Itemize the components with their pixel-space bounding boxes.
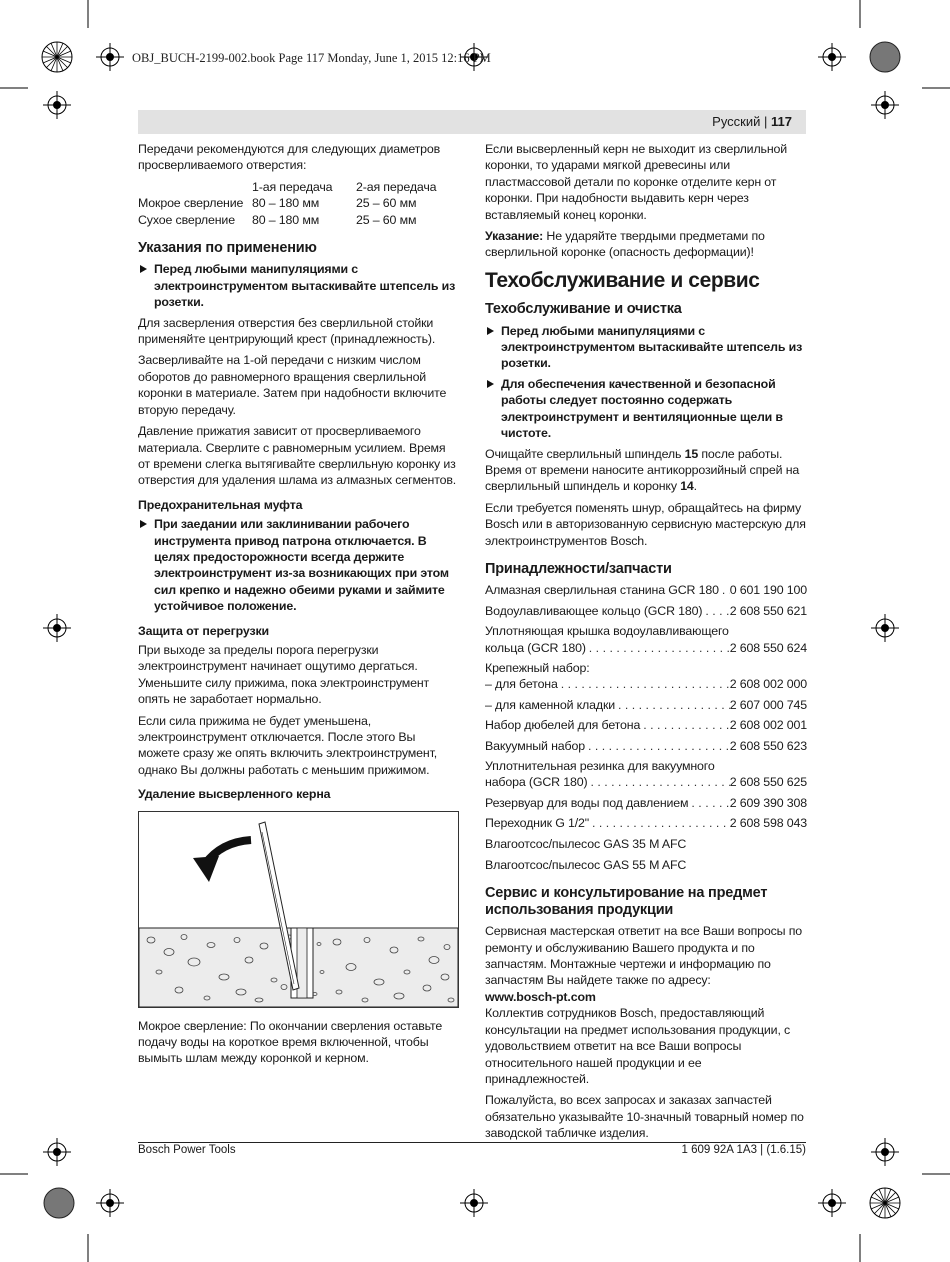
leader-dots bbox=[589, 815, 730, 831]
cleaning-text: . bbox=[693, 479, 697, 494]
usage-paragraph-2: Засверливайте на 1-ой передачи с низким числом оборотов до равномерного вращения сверлильной коронки в материале. Затем при надобности включите вторую передачу. bbox=[138, 353, 447, 417]
core-paragraph: Если высверленный керн не выходит из сверлильной коронки, то ударами мягкой древесины или пластмассовой детали по коронке отделите керн от коронки. При надобности выдавить керн через вставляемый конец коронки. bbox=[485, 142, 788, 222]
footer-publisher: Bosch Power Tools bbox=[138, 1144, 236, 1156]
usage-warning-text: Перед любыми манипуляциями с электроинструментом вытаскивайте штепсель из розетки. bbox=[154, 262, 456, 310]
accessory-name: – для бетона bbox=[485, 677, 558, 692]
cleaning-paragraph bbox=[485, 446, 807, 495]
accessory-name-line: Уплотнительная резинка для вакуумного bbox=[485, 759, 715, 773]
usage-paragraph-3: Давление прижатия зависит от просверливаемого материала. Сверлите с равномерным усилием. Время от времени слегка вытягивайте сверлильную коронку из отверстия для удаления шлама из алмазных сегментов. bbox=[138, 424, 457, 488]
clutch-heading: Предохранительная муфта bbox=[138, 497, 303, 512]
accessory-name: Набор дюбелей для бетона bbox=[485, 718, 641, 733]
clutch-warning-text: При заедании или заклинивании рабочего инструмента привод патрона отключается. В целях предосторожности всегда держите электроинструмент из-за возникающих при этом сил крепко и надежно обеими руками и займите устойчивое положение. bbox=[154, 517, 449, 614]
usage-heading: Указания по применению bbox=[138, 240, 317, 257]
overload-paragraph-2: Если сила прижима не будет уменьшена, электроинструмент отключается. После этого Вы можете сразу же опять включить электроинструмент, однако Вы должны работать с меньшим прижимом. bbox=[138, 713, 438, 777]
accessory-number: 2 608 550 623 bbox=[729, 738, 807, 753]
cleaning-text: Очищайте сверлильный шпиндель bbox=[485, 446, 685, 461]
accessory-name: Переходник G 1/2" bbox=[485, 816, 589, 831]
crosshair-right-3 bbox=[871, 1138, 899, 1166]
overload-heading: Защита от перегрузки bbox=[138, 623, 270, 638]
accessory-name: Вакуумный набор bbox=[485, 738, 585, 753]
accessory-number: 0 601 190 100 bbox=[729, 583, 807, 598]
service-paragraph-2: Коллектив сотрудников Bosch, предоставляющий консультации на предмет использования продукции, с удовольствием ответит на все Ваши вопросы относительного нашей продукции и ее принадлежностей. bbox=[485, 1006, 791, 1086]
leader-dots bbox=[585, 738, 730, 754]
page-number: 117 bbox=[771, 114, 792, 129]
accessory-row bbox=[485, 717, 807, 733]
gear-header-cell: 1-ая передача bbox=[252, 179, 333, 194]
overload-paragraph-1: При выходе за пределы порога перегрузки электроинструмент начинает ощутимо дергаться. Уменьшите силу прижима, пока электроинструмент опять не заработает нормально. bbox=[138, 642, 430, 707]
maintenance-heading: Техобслуживание и очистка bbox=[485, 301, 682, 318]
note-label: Указание: bbox=[485, 229, 544, 244]
leader-dots bbox=[587, 774, 729, 790]
leader-dots bbox=[615, 697, 730, 713]
bullet-triangle-icon bbox=[140, 520, 147, 528]
core-removal-heading: Удаление высверленного керна bbox=[138, 787, 331, 802]
accessory-row bbox=[485, 795, 807, 811]
bullet-triangle-icon bbox=[487, 327, 494, 335]
gear-cell: 25 – 60 мм bbox=[356, 196, 417, 211]
leader-dots bbox=[719, 582, 730, 598]
accessory-name: кольца (GCR 180) bbox=[485, 640, 586, 655]
accessory-number: 2 608 002 001 bbox=[729, 718, 807, 733]
bullet-triangle-icon bbox=[487, 380, 494, 388]
accessory-row bbox=[485, 697, 807, 713]
accessory-number: 2 608 598 043 bbox=[729, 816, 807, 831]
crosshair-top-3 bbox=[818, 43, 846, 71]
accessory-name-line: Уплотняющая крышка водоулавливающего bbox=[485, 624, 729, 639]
clutch-warning bbox=[138, 516, 460, 614]
leader-dots bbox=[640, 717, 729, 733]
cleaning-text: после работы. Время от времени наносите антикоррозийный спрей на сверлильный шпиндель и коронку bbox=[485, 446, 800, 494]
page-header bbox=[138, 110, 806, 134]
accessory-name: набора (GCR 180) bbox=[485, 775, 588, 790]
crosshair-top-1 bbox=[96, 43, 124, 71]
crosshair-right-2 bbox=[871, 614, 899, 642]
accessory-vacuum-55: Влагоотсос/пылесос GAS 55 M AFC bbox=[485, 858, 687, 873]
gray-dot-bottom-left bbox=[44, 1188, 74, 1218]
accessory-number: 2 608 550 625 bbox=[729, 775, 807, 790]
leader-dots bbox=[558, 676, 730, 692]
bullet-triangle-icon bbox=[140, 265, 147, 273]
accessory-name: Алмазная сверлильная станина GCR 180 bbox=[485, 583, 719, 598]
cord-paragraph: Если требуется поменять шнур, обращайтесь на фирму Bosch или в авторизованную сервисную мастерскую для электроинструментов Bosch. bbox=[485, 500, 806, 548]
crosshair-left-1 bbox=[43, 91, 71, 119]
crosshair-left-2 bbox=[43, 614, 71, 642]
leader-dots bbox=[702, 603, 729, 619]
gear-cell: 80 – 180 мм bbox=[252, 212, 320, 227]
service-paragraph-3: Пожалуйста, во всех запросах и заказах запчастей обязательно указывайте 10-значный товарный номер по заводской табличке изделия. bbox=[485, 1093, 804, 1141]
table-row bbox=[138, 195, 436, 211]
service-url[interactable]: www.bosch-pt.com bbox=[485, 989, 596, 1004]
crosshair-bottom-1 bbox=[96, 1189, 124, 1217]
crosshair-bottom-3 bbox=[818, 1189, 846, 1217]
accessory-row bbox=[485, 815, 807, 831]
maintenance-warning-1-text: Перед любыми манипуляциями с электроинструментом вытаскивайте штепсель из розетки. bbox=[501, 323, 803, 371]
left-column bbox=[138, 141, 460, 1072]
spindle-ref: 15 bbox=[684, 446, 699, 461]
accessory-name: – для каменной кладки bbox=[485, 697, 615, 712]
gear-cell: Мокрое сверление bbox=[138, 196, 244, 211]
core-removal-illustration bbox=[138, 811, 459, 1008]
accessory-row bbox=[485, 582, 807, 598]
accessory-name: Водоулавливающее кольцо (GCR 180) bbox=[485, 603, 703, 618]
usage-paragraph-1: Для засверления отверстия без сверлильной стойки применяйте центрирующий крест (принадлежность). bbox=[138, 315, 436, 347]
crosshair-right-1 bbox=[871, 91, 899, 119]
leader-dots bbox=[586, 640, 730, 656]
accessory-row bbox=[485, 603, 807, 619]
accessory-name-line: Крепежный набор: bbox=[485, 660, 590, 675]
table-row bbox=[138, 212, 436, 228]
footer-doc-number: 1 609 92A 1A3 | (1.6.15) bbox=[681, 1144, 806, 1156]
accessories-heading: Принадлежности/запчасти bbox=[485, 560, 672, 577]
gear-cell: Сухое сверление bbox=[138, 212, 235, 227]
accessory-row bbox=[485, 676, 807, 692]
gear-cell: 80 – 180 мм bbox=[252, 196, 320, 211]
gear-table bbox=[138, 179, 436, 228]
gear-table-header bbox=[138, 179, 436, 195]
accessory-number: 2 607 000 745 bbox=[729, 697, 807, 712]
core-removal-drawing bbox=[139, 812, 458, 1007]
service-paragraph-1: Сервисная мастерская ответит на все Ваши вопросы по ремонту и обслуживанию Вашего продукта и по запчастям. Монтажные чертежи и информацию по запчастям Вы найдете также по адресу: bbox=[485, 924, 803, 988]
gear-header-cell bbox=[138, 179, 252, 195]
maintenance-warning-2 bbox=[485, 376, 807, 442]
usage-warning bbox=[138, 261, 460, 310]
accessory-number: 2 609 390 308 bbox=[729, 795, 807, 810]
gray-dot-top-right bbox=[870, 42, 900, 72]
header-text: Русский | 117 bbox=[712, 114, 792, 129]
note-text: Не ударяйте твердыми предметами по сверлильной коронке (опасность деформации)! bbox=[485, 229, 765, 260]
starburst-mark-top-left bbox=[42, 42, 72, 72]
leader-dots bbox=[688, 795, 729, 811]
crosshair-bottom-2 bbox=[460, 1189, 488, 1217]
note-paragraph bbox=[485, 228, 807, 261]
footer-rule bbox=[138, 1142, 806, 1143]
print-slug: OBJ_BUCH-2199-002.book Page 117 Monday, June 1, 2015 12:16 PM bbox=[132, 51, 491, 65]
gear-cell: 25 – 60 мм bbox=[356, 212, 417, 227]
maintenance-warning-2-text: Для обеспечения качественной и безопасной работы следует постоянно содержать электроинструмент и вентиляционные щели в чистоте. bbox=[501, 376, 783, 441]
maintenance-warning-1 bbox=[485, 323, 807, 372]
gear-header-cell: 2-ая передача bbox=[356, 179, 437, 194]
gears-intro: Передачи рекомендуются для следующих диаметров просверливаемого отверстия: bbox=[138, 142, 441, 173]
service-title: Техобслуживание и сервис bbox=[485, 268, 760, 292]
accessory-name: Резервуар для воды под давлением bbox=[485, 795, 689, 810]
right-column bbox=[485, 141, 807, 1147]
bit-ref: 14 bbox=[680, 479, 694, 494]
figure-caption: Мокрое сверление: По окончании сверления оставьте подачу воды на короткое время включенной, чтобы вымыть шлам между коронкой и керном. bbox=[138, 1018, 443, 1066]
accessory-number: 2 608 550 621 bbox=[729, 603, 807, 618]
service-heading: Сервис и консультирование на предмет использования продукции bbox=[485, 885, 768, 918]
accessory-row bbox=[485, 640, 807, 656]
accessory-row bbox=[485, 738, 807, 754]
accessory-vacuum-35: Влагоотсос/пылесос GAS 35 M AFC bbox=[485, 836, 687, 851]
starburst-mark-bottom-right bbox=[870, 1188, 900, 1218]
header-language: Русский bbox=[712, 114, 761, 129]
accessory-number: 2 608 002 000 bbox=[729, 677, 807, 692]
crosshair-left-3 bbox=[43, 1138, 71, 1166]
accessory-row bbox=[485, 774, 807, 790]
accessory-number: 2 608 550 624 bbox=[729, 640, 807, 655]
